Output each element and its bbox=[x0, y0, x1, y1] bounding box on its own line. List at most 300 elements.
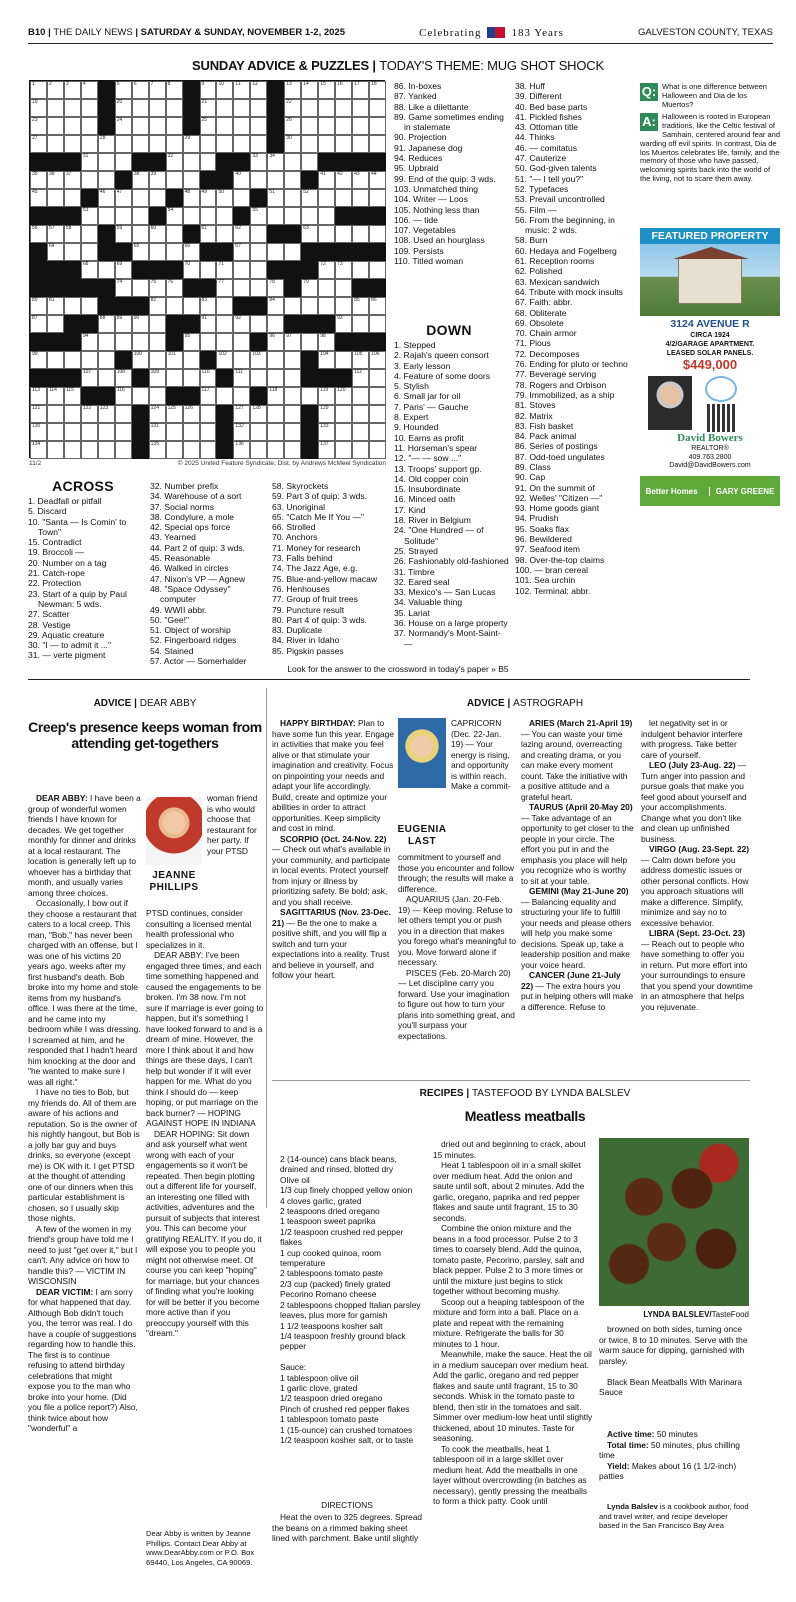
grid-cell[interactable] bbox=[301, 99, 318, 117]
grid-cell[interactable] bbox=[318, 81, 335, 99]
grid-cell[interactable] bbox=[250, 171, 267, 189]
grid-cell[interactable] bbox=[81, 423, 98, 441]
grid-cell[interactable] bbox=[183, 351, 200, 369]
grid-cell[interactable] bbox=[250, 423, 267, 441]
grid-cell[interactable] bbox=[284, 369, 301, 387]
grid-cell[interactable] bbox=[267, 423, 284, 441]
grid-cell[interactable] bbox=[250, 261, 267, 279]
grid-cell[interactable] bbox=[98, 153, 115, 171]
grid-cell[interactable] bbox=[352, 261, 369, 279]
grid-cell[interactable] bbox=[132, 99, 149, 117]
grid-cell[interactable] bbox=[183, 189, 200, 207]
grid-cell[interactable] bbox=[335, 387, 352, 405]
grid-cell[interactable] bbox=[301, 279, 318, 297]
grid-cell[interactable] bbox=[183, 153, 200, 171]
grid-cell[interactable] bbox=[301, 297, 318, 315]
grid-cell[interactable] bbox=[335, 171, 352, 189]
grid-cell[interactable] bbox=[233, 225, 250, 243]
grid-cell[interactable] bbox=[166, 243, 183, 261]
grid-cell[interactable] bbox=[233, 405, 250, 423]
grid-cell[interactable] bbox=[30, 423, 47, 441]
grid-cell[interactable] bbox=[30, 189, 47, 207]
grid-cell[interactable] bbox=[233, 99, 250, 117]
grid-cell[interactable] bbox=[233, 243, 250, 261]
grid-cell[interactable] bbox=[369, 351, 386, 369]
grid-cell[interactable] bbox=[352, 423, 369, 441]
grid-cell[interactable] bbox=[183, 333, 200, 351]
grid-cell[interactable] bbox=[301, 207, 318, 225]
grid-cell[interactable] bbox=[115, 81, 132, 99]
grid-cell[interactable] bbox=[183, 297, 200, 315]
grid-cell[interactable] bbox=[200, 261, 217, 279]
grid-cell[interactable] bbox=[301, 387, 318, 405]
grid-cell[interactable] bbox=[166, 369, 183, 387]
grid-cell[interactable] bbox=[318, 333, 335, 351]
grid-cell[interactable] bbox=[166, 351, 183, 369]
grid-cell[interactable] bbox=[352, 351, 369, 369]
grid-cell[interactable] bbox=[64, 297, 81, 315]
grid-cell[interactable] bbox=[81, 243, 98, 261]
grid-cell[interactable] bbox=[81, 351, 98, 369]
grid-cell[interactable] bbox=[301, 189, 318, 207]
grid-cell[interactable] bbox=[335, 405, 352, 423]
grid-cell[interactable] bbox=[81, 333, 98, 351]
grid-cell[interactable] bbox=[250, 153, 267, 171]
grid-cell[interactable] bbox=[284, 387, 301, 405]
grid-cell[interactable] bbox=[183, 261, 200, 279]
grid-cell[interactable] bbox=[216, 207, 233, 225]
grid-cell[interactable] bbox=[47, 135, 64, 153]
grid-cell[interactable] bbox=[200, 207, 217, 225]
grid-cell[interactable] bbox=[64, 81, 81, 99]
grid-cell[interactable] bbox=[81, 153, 98, 171]
grid-cell[interactable] bbox=[301, 333, 318, 351]
grid-cell[interactable] bbox=[250, 369, 267, 387]
grid-cell[interactable] bbox=[132, 333, 149, 351]
grid-cell[interactable] bbox=[233, 441, 250, 459]
grid-cell[interactable] bbox=[30, 387, 47, 405]
grid-cell[interactable] bbox=[166, 441, 183, 459]
grid-cell[interactable] bbox=[81, 171, 98, 189]
grid-cell[interactable] bbox=[149, 423, 166, 441]
grid-cell[interactable] bbox=[166, 279, 183, 297]
grid-cell[interactable] bbox=[335, 261, 352, 279]
grid-cell[interactable] bbox=[149, 225, 166, 243]
grid-cell[interactable] bbox=[200, 387, 217, 405]
grid-cell[interactable] bbox=[166, 135, 183, 153]
grid-cell[interactable] bbox=[301, 225, 318, 243]
grid-cell[interactable] bbox=[216, 117, 233, 135]
grid-cell[interactable] bbox=[200, 297, 217, 315]
grid-cell[interactable] bbox=[267, 171, 284, 189]
grid-cell[interactable] bbox=[149, 405, 166, 423]
grid-cell[interactable] bbox=[200, 369, 217, 387]
grid-cell[interactable] bbox=[250, 405, 267, 423]
grid-cell[interactable] bbox=[250, 225, 267, 243]
grid-cell[interactable] bbox=[250, 351, 267, 369]
grid-cell[interactable] bbox=[267, 297, 284, 315]
grid-cell[interactable] bbox=[250, 279, 267, 297]
grid-cell[interactable] bbox=[301, 135, 318, 153]
grid-cell[interactable] bbox=[267, 333, 284, 351]
grid-cell[interactable] bbox=[47, 189, 64, 207]
grid-cell[interactable] bbox=[115, 387, 132, 405]
grid-cell[interactable] bbox=[369, 99, 386, 117]
grid-cell[interactable] bbox=[352, 135, 369, 153]
grid-cell[interactable] bbox=[216, 279, 233, 297]
grid-cell[interactable] bbox=[284, 423, 301, 441]
grid-cell[interactable] bbox=[284, 81, 301, 99]
grid-cell[interactable] bbox=[250, 207, 267, 225]
grid-cell[interactable] bbox=[64, 225, 81, 243]
grid-cell[interactable] bbox=[284, 333, 301, 351]
grid-cell[interactable] bbox=[115, 315, 132, 333]
grid-cell[interactable] bbox=[250, 117, 267, 135]
grid-cell[interactable] bbox=[98, 333, 115, 351]
grid-cell[interactable] bbox=[335, 279, 352, 297]
grid-cell[interactable] bbox=[183, 441, 200, 459]
grid-cell[interactable] bbox=[284, 117, 301, 135]
grid-cell[interactable] bbox=[318, 423, 335, 441]
grid-cell[interactable] bbox=[132, 81, 149, 99]
grid-cell[interactable] bbox=[318, 387, 335, 405]
grid-cell[interactable] bbox=[267, 279, 284, 297]
grid-cell[interactable] bbox=[200, 315, 217, 333]
grid-cell[interactable] bbox=[250, 81, 267, 99]
grid-cell[interactable] bbox=[98, 261, 115, 279]
grid-cell[interactable] bbox=[335, 135, 352, 153]
grid-cell[interactable] bbox=[352, 189, 369, 207]
grid-cell[interactable] bbox=[115, 117, 132, 135]
grid-cell[interactable] bbox=[81, 117, 98, 135]
grid-cell[interactable] bbox=[149, 387, 166, 405]
grid-cell[interactable] bbox=[216, 81, 233, 99]
grid-cell[interactable] bbox=[301, 81, 318, 99]
grid-cell[interactable] bbox=[47, 441, 64, 459]
grid-cell[interactable] bbox=[250, 243, 267, 261]
grid-cell[interactable] bbox=[64, 441, 81, 459]
grid-cell[interactable] bbox=[64, 423, 81, 441]
grid-cell[interactable] bbox=[183, 171, 200, 189]
grid-cell[interactable] bbox=[166, 153, 183, 171]
grid-cell[interactable] bbox=[81, 369, 98, 387]
grid-cell[interactable] bbox=[183, 135, 200, 153]
grid-cell[interactable] bbox=[132, 387, 149, 405]
grid-cell[interactable] bbox=[47, 117, 64, 135]
grid-cell[interactable] bbox=[352, 99, 369, 117]
grid-cell[interactable] bbox=[132, 171, 149, 189]
grid-cell[interactable] bbox=[64, 189, 81, 207]
grid-cell[interactable] bbox=[233, 117, 250, 135]
grid-cell[interactable] bbox=[267, 189, 284, 207]
grid-cell[interactable] bbox=[47, 387, 64, 405]
grid-cell[interactable] bbox=[98, 423, 115, 441]
grid-cell[interactable] bbox=[64, 405, 81, 423]
grid-cell[interactable] bbox=[149, 117, 166, 135]
grid-cell[interactable] bbox=[64, 171, 81, 189]
grid-cell[interactable] bbox=[233, 423, 250, 441]
grid-cell[interactable] bbox=[216, 261, 233, 279]
grid-cell[interactable] bbox=[233, 171, 250, 189]
grid-cell[interactable] bbox=[98, 441, 115, 459]
grid-cell[interactable] bbox=[369, 117, 386, 135]
grid-cell[interactable] bbox=[64, 351, 81, 369]
grid-cell[interactable] bbox=[47, 99, 64, 117]
grid-cell[interactable] bbox=[47, 225, 64, 243]
grid-cell[interactable] bbox=[250, 99, 267, 117]
grid-cell[interactable] bbox=[30, 171, 47, 189]
grid-cell[interactable] bbox=[64, 243, 81, 261]
grid-cell[interactable] bbox=[233, 333, 250, 351]
grid-cell[interactable] bbox=[233, 135, 250, 153]
grid-cell[interactable] bbox=[352, 81, 369, 99]
grid-cell[interactable] bbox=[149, 189, 166, 207]
grid-cell[interactable] bbox=[149, 441, 166, 459]
grid-cell[interactable] bbox=[81, 135, 98, 153]
grid-cell[interactable] bbox=[132, 189, 149, 207]
grid-cell[interactable] bbox=[64, 117, 81, 135]
grid-cell[interactable] bbox=[81, 405, 98, 423]
grid-cell[interactable] bbox=[369, 261, 386, 279]
grid-cell[interactable] bbox=[30, 297, 47, 315]
grid-cell[interactable] bbox=[369, 387, 386, 405]
grid-cell[interactable] bbox=[369, 81, 386, 99]
grid-cell[interactable] bbox=[115, 279, 132, 297]
grid-cell[interactable] bbox=[98, 207, 115, 225]
grid-cell[interactable] bbox=[318, 117, 335, 135]
grid-cell[interactable] bbox=[132, 351, 149, 369]
grid-cell[interactable] bbox=[301, 117, 318, 135]
grid-cell[interactable] bbox=[250, 315, 267, 333]
grid-cell[interactable] bbox=[284, 351, 301, 369]
grid-cell[interactable] bbox=[318, 135, 335, 153]
grid-cell[interactable] bbox=[132, 135, 149, 153]
grid-cell[interactable] bbox=[30, 315, 47, 333]
grid-cell[interactable] bbox=[132, 315, 149, 333]
grid-cell[interactable] bbox=[216, 189, 233, 207]
grid-cell[interactable] bbox=[318, 351, 335, 369]
grid-cell[interactable] bbox=[369, 297, 386, 315]
grid-cell[interactable] bbox=[115, 333, 132, 351]
grid-cell[interactable] bbox=[284, 189, 301, 207]
grid-cell[interactable] bbox=[233, 315, 250, 333]
crossword-grid[interactable] bbox=[29, 80, 385, 458]
grid-cell[interactable] bbox=[352, 315, 369, 333]
grid-cell[interactable] bbox=[335, 315, 352, 333]
grid-cell[interactable] bbox=[98, 171, 115, 189]
grid-cell[interactable] bbox=[183, 207, 200, 225]
grid-cell[interactable] bbox=[267, 243, 284, 261]
grid-cell[interactable] bbox=[250, 441, 267, 459]
grid-cell[interactable] bbox=[149, 351, 166, 369]
grid-cell[interactable] bbox=[81, 297, 98, 315]
grid-cell[interactable] bbox=[81, 207, 98, 225]
grid-cell[interactable] bbox=[115, 135, 132, 153]
grid-cell[interactable] bbox=[98, 189, 115, 207]
grid-cell[interactable] bbox=[335, 423, 352, 441]
grid-cell[interactable] bbox=[318, 297, 335, 315]
grid-cell[interactable] bbox=[149, 135, 166, 153]
grid-cell[interactable] bbox=[200, 117, 217, 135]
grid-cell[interactable] bbox=[335, 117, 352, 135]
grid-cell[interactable] bbox=[216, 315, 233, 333]
grid-cell[interactable] bbox=[47, 405, 64, 423]
grid-cell[interactable] bbox=[200, 81, 217, 99]
grid-cell[interactable] bbox=[352, 387, 369, 405]
grid-cell[interactable] bbox=[233, 261, 250, 279]
grid-cell[interactable] bbox=[216, 351, 233, 369]
grid-cell[interactable] bbox=[318, 99, 335, 117]
grid-cell[interactable] bbox=[149, 369, 166, 387]
grid-cell[interactable] bbox=[81, 225, 98, 243]
grid-cell[interactable] bbox=[352, 117, 369, 135]
grid-cell[interactable] bbox=[335, 81, 352, 99]
grid-cell[interactable] bbox=[233, 351, 250, 369]
grid-cell[interactable] bbox=[81, 99, 98, 117]
grid-cell[interactable] bbox=[166, 207, 183, 225]
grid-cell[interactable] bbox=[132, 243, 149, 261]
grid-cell[interactable] bbox=[335, 225, 352, 243]
grid-cell[interactable] bbox=[149, 297, 166, 315]
grid-cell[interactable] bbox=[200, 441, 217, 459]
grid-cell[interactable] bbox=[166, 297, 183, 315]
grid-cell[interactable] bbox=[369, 441, 386, 459]
grid-cell[interactable] bbox=[267, 315, 284, 333]
grid-cell[interactable] bbox=[267, 405, 284, 423]
grid-cell[interactable] bbox=[149, 279, 166, 297]
grid-cell[interactable] bbox=[30, 81, 47, 99]
grid-cell[interactable] bbox=[47, 315, 64, 333]
grid-cell[interactable] bbox=[115, 99, 132, 117]
grid-cell[interactable] bbox=[250, 135, 267, 153]
grid-cell[interactable] bbox=[233, 387, 250, 405]
grid-cell[interactable] bbox=[369, 135, 386, 153]
grid-cell[interactable] bbox=[149, 81, 166, 99]
grid-cell[interactable] bbox=[369, 315, 386, 333]
grid-cell[interactable] bbox=[335, 441, 352, 459]
grid-cell[interactable] bbox=[166, 405, 183, 423]
grid-cell[interactable] bbox=[216, 99, 233, 117]
grid-cell[interactable] bbox=[47, 351, 64, 369]
grid-cell[interactable] bbox=[149, 171, 166, 189]
grid-cell[interactable] bbox=[149, 315, 166, 333]
grid-cell[interactable] bbox=[98, 351, 115, 369]
grid-cell[interactable] bbox=[166, 171, 183, 189]
grid-cell[interactable] bbox=[132, 225, 149, 243]
grid-cell[interactable] bbox=[233, 279, 250, 297]
grid-cell[interactable] bbox=[30, 225, 47, 243]
grid-cell[interactable] bbox=[81, 441, 98, 459]
grid-cell[interactable] bbox=[64, 99, 81, 117]
grid-cell[interactable] bbox=[267, 441, 284, 459]
grid-cell[interactable] bbox=[267, 351, 284, 369]
grid-cell[interactable] bbox=[335, 297, 352, 315]
grid-cell[interactable] bbox=[335, 189, 352, 207]
grid-cell[interactable] bbox=[166, 423, 183, 441]
grid-cell[interactable] bbox=[115, 207, 132, 225]
grid-cell[interactable] bbox=[284, 99, 301, 117]
grid-cell[interactable] bbox=[318, 261, 335, 279]
grid-cell[interactable] bbox=[369, 171, 386, 189]
agent-email[interactable]: David@DavidBowers.com bbox=[669, 462, 751, 469]
grid-cell[interactable] bbox=[233, 81, 250, 99]
grid-cell[interactable] bbox=[132, 207, 149, 225]
grid-cell[interactable] bbox=[166, 225, 183, 243]
grid-cell[interactable] bbox=[30, 351, 47, 369]
grid-cell[interactable] bbox=[284, 135, 301, 153]
grid-cell[interactable] bbox=[115, 369, 132, 387]
grid-cell[interactable] bbox=[284, 171, 301, 189]
grid-cell[interactable] bbox=[318, 207, 335, 225]
grid-cell[interactable] bbox=[369, 405, 386, 423]
grid-cell[interactable] bbox=[183, 243, 200, 261]
grid-cell[interactable] bbox=[115, 441, 132, 459]
grid-cell[interactable] bbox=[98, 405, 115, 423]
grid-cell[interactable] bbox=[30, 135, 47, 153]
grid-cell[interactable] bbox=[30, 405, 47, 423]
grid-cell[interactable] bbox=[149, 99, 166, 117]
grid-cell[interactable] bbox=[47, 81, 64, 99]
grid-cell[interactable] bbox=[200, 135, 217, 153]
grid-cell[interactable] bbox=[369, 189, 386, 207]
grid-cell[interactable] bbox=[149, 333, 166, 351]
grid-cell[interactable] bbox=[64, 387, 81, 405]
grid-cell[interactable] bbox=[267, 387, 284, 405]
grid-cell[interactable] bbox=[284, 153, 301, 171]
grid-cell[interactable] bbox=[200, 405, 217, 423]
grid-cell[interactable] bbox=[352, 441, 369, 459]
grid-cell[interactable] bbox=[200, 225, 217, 243]
grid-cell[interactable] bbox=[284, 441, 301, 459]
grid-cell[interactable] bbox=[369, 225, 386, 243]
grid-cell[interactable] bbox=[284, 243, 301, 261]
grid-cell[interactable] bbox=[200, 153, 217, 171]
grid-cell[interactable] bbox=[267, 369, 284, 387]
grid-cell[interactable] bbox=[64, 135, 81, 153]
grid-cell[interactable] bbox=[352, 369, 369, 387]
grid-cell[interactable] bbox=[318, 171, 335, 189]
grid-cell[interactable] bbox=[233, 189, 250, 207]
grid-cell[interactable] bbox=[81, 261, 98, 279]
grid-cell[interactable] bbox=[47, 243, 64, 261]
grid-cell[interactable] bbox=[216, 333, 233, 351]
grid-cell[interactable] bbox=[216, 225, 233, 243]
qr-code-icon[interactable] bbox=[707, 404, 735, 432]
grid-cell[interactable] bbox=[369, 369, 386, 387]
grid-cell[interactable] bbox=[233, 369, 250, 387]
grid-cell[interactable] bbox=[132, 117, 149, 135]
grid-cell[interactable] bbox=[115, 153, 132, 171]
grid-cell[interactable] bbox=[166, 117, 183, 135]
grid-cell[interactable] bbox=[216, 297, 233, 315]
grid-cell[interactable] bbox=[267, 207, 284, 225]
grid-cell[interactable] bbox=[284, 405, 301, 423]
grid-cell[interactable] bbox=[30, 99, 47, 117]
grid-cell[interactable] bbox=[47, 297, 64, 315]
grid-cell[interactable] bbox=[166, 81, 183, 99]
grid-cell[interactable] bbox=[183, 405, 200, 423]
grid-cell[interactable] bbox=[115, 225, 132, 243]
grid-cell[interactable] bbox=[149, 243, 166, 261]
grid-cell[interactable] bbox=[30, 117, 47, 135]
grid-cell[interactable] bbox=[183, 369, 200, 387]
grid-cell[interactable] bbox=[115, 405, 132, 423]
grid-cell[interactable] bbox=[30, 441, 47, 459]
grid-cell[interactable] bbox=[200, 423, 217, 441]
grid-cell[interactable] bbox=[47, 423, 64, 441]
grid-cell[interactable] bbox=[335, 99, 352, 117]
grid-cell[interactable] bbox=[183, 423, 200, 441]
